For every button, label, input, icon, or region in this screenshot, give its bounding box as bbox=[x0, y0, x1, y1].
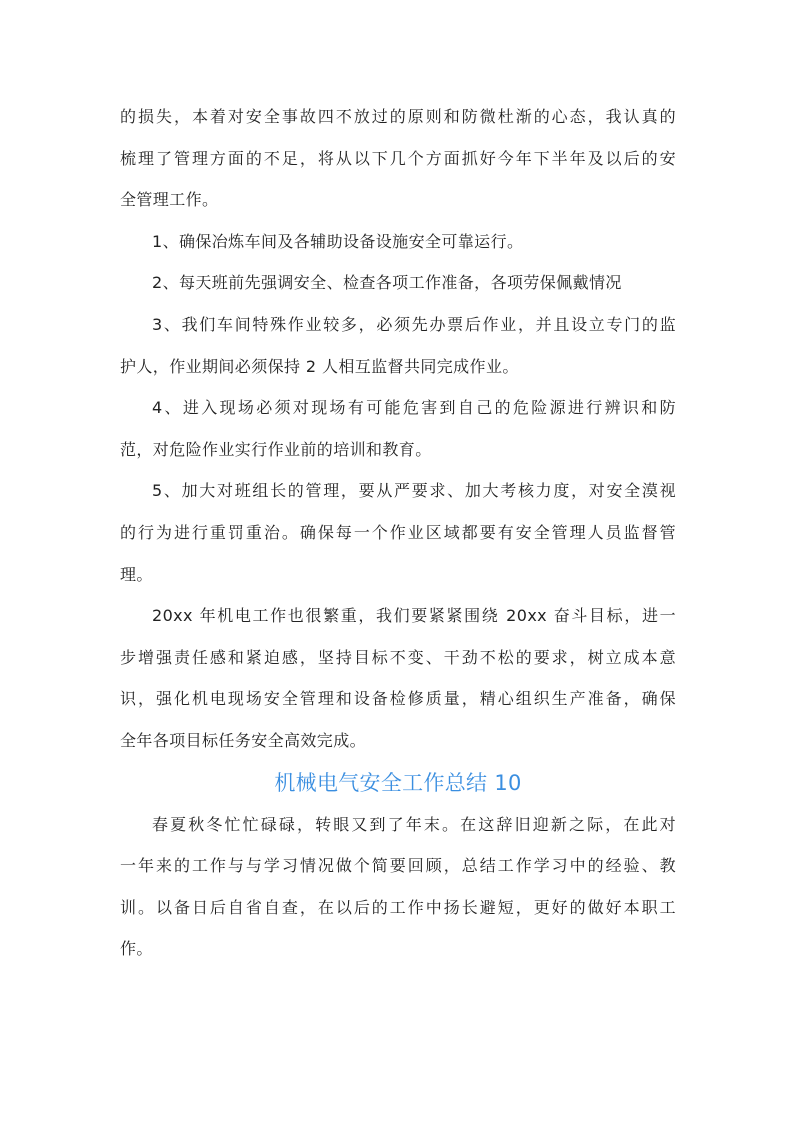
text-line: 全管理工作。 bbox=[120, 190, 219, 210]
text-line: 5、加大对班组长的管理，要从严要求、加大考核力度，对安全漠视 bbox=[152, 481, 676, 501]
text-line: 训。以备日后自省自查，在以后的工作中扬长避短，更好的做好本职工 bbox=[120, 897, 676, 917]
list-item-2 bbox=[120, 262, 676, 304]
text-line: 的行为进行重罚重治。确保每一个作业区域都要有安全管理人员监督管 bbox=[120, 522, 676, 542]
text-line: 全年各项目标任务安全高效完成。 bbox=[120, 730, 367, 750]
text-line: 一年来的工作与与学习情况做个简要回顾，总结工作学习中的经验、教 bbox=[120, 856, 676, 876]
text-line: 范，对危险作业实行作业前的培训和教育。 bbox=[120, 439, 432, 459]
text-line: 4、进入现场必须对现场有可能危害到自己的危险源进行辨识和防 bbox=[152, 398, 676, 418]
text-line: 20xx 年机电工作也很繁重，我们要紧紧围绕 20xx 奋斗目标，进一 bbox=[152, 606, 676, 626]
text-line: 的损失，本着对安全事故四不放过的原则和防微杜渐的心态，我认真的 bbox=[120, 107, 676, 126]
list-item-4 bbox=[120, 387, 676, 470]
paragraph-safety-review bbox=[120, 96, 676, 221]
list-item-5 bbox=[120, 470, 676, 595]
text-line: 梳理了管理方面的不足，将从以下几个方面抓好今年下半年及以后的安 bbox=[120, 148, 676, 168]
text-line: 作。 bbox=[120, 939, 153, 959]
text-line: 3、我们车间特殊作业较多，必须先办票后作业，并且设立专门的监 bbox=[152, 314, 676, 334]
text-line: 识，强化机电现场安全管理和设备检修质量，精心组织生产准备，确保 bbox=[120, 689, 676, 709]
list-item-3 bbox=[120, 304, 676, 387]
list-item-1 bbox=[120, 221, 676, 263]
text-line: 理。 bbox=[120, 564, 153, 584]
section-heading: 机械电气安全工作总结 10 bbox=[274, 770, 522, 795]
paragraph-year-end-review bbox=[120, 804, 676, 970]
text-line: 2、每天班前先强调安全、检查各项工作准备，各项劳保佩戴情况 bbox=[152, 273, 622, 293]
paragraph-electromechanical-work bbox=[120, 595, 676, 761]
text-line: 春夏秋冬忙忙碌碌，转眼又到了年末。在这辞旧迎新之际，在此对 bbox=[152, 814, 676, 834]
text-line: 护人，作业期间必须保持 2 人相互监督共同完成作业。 bbox=[120, 356, 519, 376]
text-line: 1、确保冶炼车间及各辅助设备设施安全可靠运行。 bbox=[152, 231, 524, 251]
text-line: 步增强责任感和紧迫感，坚持目标不变、干劲不松的要求，树立成本意 bbox=[120, 647, 676, 667]
document-page bbox=[120, 96, 676, 970]
